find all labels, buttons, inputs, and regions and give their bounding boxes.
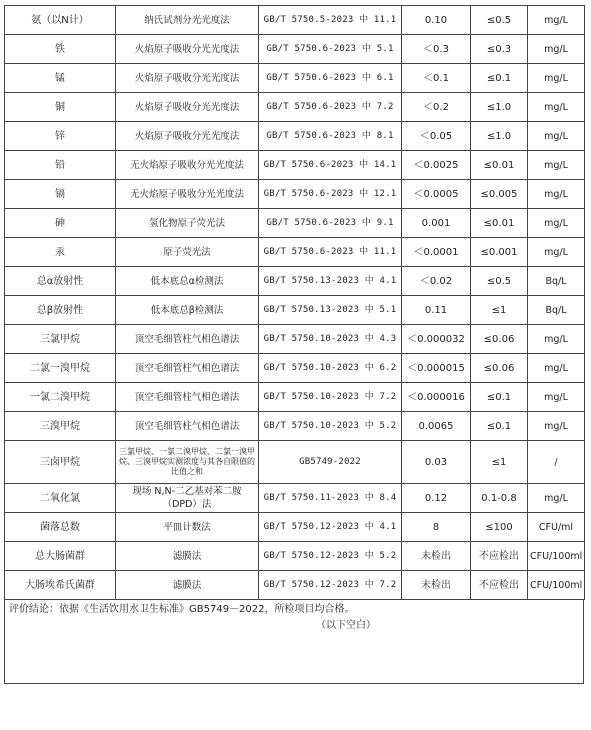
evaluation-conclusion: 评价结论：依据《生活饮用水卫生标准》GB5749－2022，所检项目均合格。 [9, 604, 355, 615]
table-row [5, 296, 585, 325]
result-cell: ＜0.3 [402, 35, 471, 64]
item-cell: 铁 [5, 35, 116, 64]
limit-cell: 不应检出 [471, 571, 528, 600]
item-cell: 大肠埃希氏菌群 [5, 571, 116, 600]
standard-cell: GB/T 5750.12-2023 中 7.2 [259, 571, 402, 600]
table-row [5, 64, 585, 93]
standard-cell: GB5749-2022 [259, 441, 402, 484]
item-cell: 二氯一溴甲烷 [5, 354, 116, 383]
unit-cell: mg/L [528, 238, 585, 267]
limit-cell: ≤0.1 [471, 64, 528, 93]
method-cell: 滤膜法 [116, 571, 259, 600]
result-cell: ＜0.000016 [402, 383, 471, 412]
method-cell: 滤膜法 [116, 542, 259, 571]
method-cell: 火焰原子吸收分光光度法 [116, 93, 259, 122]
standard-cell: GB/T 5750.6-2023 中 9.1 [259, 209, 402, 238]
limit-cell: ≤1.0 [471, 93, 528, 122]
table-row [5, 571, 585, 600]
method-cell: 无火焰原子吸收分光光度法 [116, 180, 259, 209]
limit-cell: ≤1.0 [471, 122, 528, 151]
standard-cell: GB/T 5750.13-2023 中 4.1 [259, 267, 402, 296]
table-row [5, 209, 585, 238]
standard-cell: GB/T 5750.6-2023 中 14.1 [259, 151, 402, 180]
table-row [5, 441, 585, 484]
result-cell: 0.001 [402, 209, 471, 238]
table-row [5, 6, 585, 35]
item-cell: 氨（以N计） [5, 6, 116, 35]
result-cell: ＜0.05 [402, 122, 471, 151]
standard-cell: GB/T 5750.6-2023 中 11.1 [259, 238, 402, 267]
item-cell: 铅 [5, 151, 116, 180]
limit-cell: ≤0.06 [471, 325, 528, 354]
item-cell: 二氧化氯 [5, 484, 116, 513]
standard-cell: GB/T 5750.12-2023 中 4.1 [259, 513, 402, 542]
result-cell: 0.0065 [402, 412, 471, 441]
table-row [5, 151, 585, 180]
result-cell: 0.03 [402, 441, 471, 484]
method-cell: 火焰原子吸收分光光度法 [116, 64, 259, 93]
unit-cell: / [528, 441, 585, 484]
result-cell: 0.10 [402, 6, 471, 35]
item-cell: 三卤甲烷 [5, 441, 116, 484]
standard-cell: GB/T 5750.6-2023 中 7.2 [259, 93, 402, 122]
method-cell: 现场 N,N-二乙基对苯二胺（DPD）法 [116, 484, 259, 513]
result-cell: ＜0.0025 [402, 151, 471, 180]
item-cell: 汞 [5, 238, 116, 267]
method-cell: 平皿计数法 [116, 513, 259, 542]
table-row [5, 484, 585, 513]
table-row [5, 354, 585, 383]
item-cell: 三溴甲烷 [5, 412, 116, 441]
blank-below-note: （以下空白） [316, 620, 376, 631]
result-cell: ＜0.0005 [402, 180, 471, 209]
result-cell: ＜0.02 [402, 267, 471, 296]
item-cell: 三氯甲烷 [5, 325, 116, 354]
result-cell: ＜0.0001 [402, 238, 471, 267]
item-cell: 镉 [5, 180, 116, 209]
standard-cell: GB/T 5750.6-2023 中 8.1 [259, 122, 402, 151]
limit-cell: ≤100 [471, 513, 528, 542]
limit-cell: ≤0.001 [471, 238, 528, 267]
table-row [5, 238, 585, 267]
table-row [5, 180, 585, 209]
standard-cell: GB/T 5750.10-2023 中 5.2 [259, 412, 402, 441]
unit-cell: Bq/L [528, 296, 585, 325]
item-cell: 总α放射性 [5, 267, 116, 296]
method-cell: 低本底总α检测法 [116, 267, 259, 296]
method-cell: 纳氏试剂分光光度法 [116, 6, 259, 35]
result-cell: 8 [402, 513, 471, 542]
method-cell: 顶空毛细管柱气相色谱法 [116, 412, 259, 441]
limit-cell: ≤0.1 [471, 383, 528, 412]
table-row [5, 325, 585, 354]
results-table-body [5, 6, 585, 600]
method-cell: 氢化物原子荧光法 [116, 209, 259, 238]
result-cell: 0.11 [402, 296, 471, 325]
standard-cell: GB/T 5750.13-2023 中 5.1 [259, 296, 402, 325]
method-cell: 原子荧光法 [116, 238, 259, 267]
unit-cell: mg/L [528, 325, 585, 354]
table-row [5, 513, 585, 542]
standard-cell: GB/T 5750.6-2023 中 5.1 [259, 35, 402, 64]
limit-cell: ≤0.005 [471, 180, 528, 209]
table-row [5, 412, 585, 441]
unit-cell: mg/L [528, 93, 585, 122]
unit-cell: mg/L [528, 484, 585, 513]
standard-cell: GB/T 5750.11-2023 中 8.4 [259, 484, 402, 513]
limit-cell: 0.1-0.8 [471, 484, 528, 513]
standard-cell: GB/T 5750.12-2023 中 5.2 [259, 542, 402, 571]
method-cell: 低本底总β检测法 [116, 296, 259, 325]
table-row [5, 542, 585, 571]
table-row [5, 267, 585, 296]
item-cell: 铜 [5, 93, 116, 122]
method-cell: 无火焰原子吸收分光光度法 [116, 151, 259, 180]
standard-cell: GB/T 5750.6-2023 中 12.1 [259, 180, 402, 209]
method-cell: 顶空毛细管柱气相色谱法 [116, 383, 259, 412]
result-cell: ＜0.000032 [402, 325, 471, 354]
method-cell: 顶空毛细管柱气相色谱法 [116, 354, 259, 383]
unit-cell: Bq/L [528, 267, 585, 296]
method-cell: 三氯甲烷、一氯二溴甲烷、二氯一溴甲烷、三溴甲烷实测浓度与其各自限值的比值之和 [116, 441, 259, 484]
standard-cell: GB/T 5750.10-2023 中 6.2 [259, 354, 402, 383]
item-cell: 锌 [5, 122, 116, 151]
table-row [5, 35, 585, 64]
unit-cell: mg/L [528, 35, 585, 64]
standard-cell: GB/T 5750.5-2023 中 11.1 [259, 6, 402, 35]
conclusion-box [4, 600, 584, 684]
unit-cell: CFU/100ml [528, 571, 585, 600]
item-cell: 一氯二溴甲烷 [5, 383, 116, 412]
limit-cell: ≤0.06 [471, 354, 528, 383]
unit-cell: mg/L [528, 151, 585, 180]
limit-cell: ≤1 [471, 296, 528, 325]
results-table [4, 5, 585, 600]
item-cell: 总β放射性 [5, 296, 116, 325]
table-row [5, 383, 585, 412]
limit-cell: ≤1 [471, 441, 528, 484]
limit-cell: ≤0.01 [471, 151, 528, 180]
unit-cell: mg/L [528, 412, 585, 441]
table-row [5, 93, 585, 122]
item-cell: 砷 [5, 209, 116, 238]
unit-cell: CFU/ml [528, 513, 585, 542]
result-cell: ＜0.2 [402, 93, 471, 122]
method-cell: 火焰原子吸收分光光度法 [116, 35, 259, 64]
unit-cell: mg/L [528, 64, 585, 93]
limit-cell: ≤0.3 [471, 35, 528, 64]
limit-cell: ≤0.1 [471, 412, 528, 441]
table-row [5, 122, 585, 151]
result-cell: ＜0.1 [402, 64, 471, 93]
report-sheet [4, 5, 584, 684]
result-cell: 未检出 [402, 571, 471, 600]
unit-cell: mg/L [528, 180, 585, 209]
unit-cell: mg/L [528, 122, 585, 151]
result-cell: 未检出 [402, 542, 471, 571]
result-cell: 0.12 [402, 484, 471, 513]
standard-cell: GB/T 5750.10-2023 中 4.3 [259, 325, 402, 354]
unit-cell: CFU/100ml [528, 542, 585, 571]
limit-cell: ≤0.5 [471, 6, 528, 35]
unit-cell: mg/L [528, 354, 585, 383]
method-cell: 火焰原子吸收分光光度法 [116, 122, 259, 151]
standard-cell: GB/T 5750.10-2023 中 7.2 [259, 383, 402, 412]
unit-cell: mg/L [528, 209, 585, 238]
item-cell: 菌落总数 [5, 513, 116, 542]
item-cell: 锰 [5, 64, 116, 93]
limit-cell: ≤0.5 [471, 267, 528, 296]
limit-cell: ≤0.01 [471, 209, 528, 238]
standard-cell: GB/T 5750.6-2023 中 6.1 [259, 64, 402, 93]
result-cell: ＜0.000015 [402, 354, 471, 383]
unit-cell: mg/L [528, 383, 585, 412]
unit-cell: mg/L [528, 6, 585, 35]
method-cell: 顶空毛细管柱气相色谱法 [116, 325, 259, 354]
item-cell: 总大肠菌群 [5, 542, 116, 571]
limit-cell: 不应检出 [471, 542, 528, 571]
